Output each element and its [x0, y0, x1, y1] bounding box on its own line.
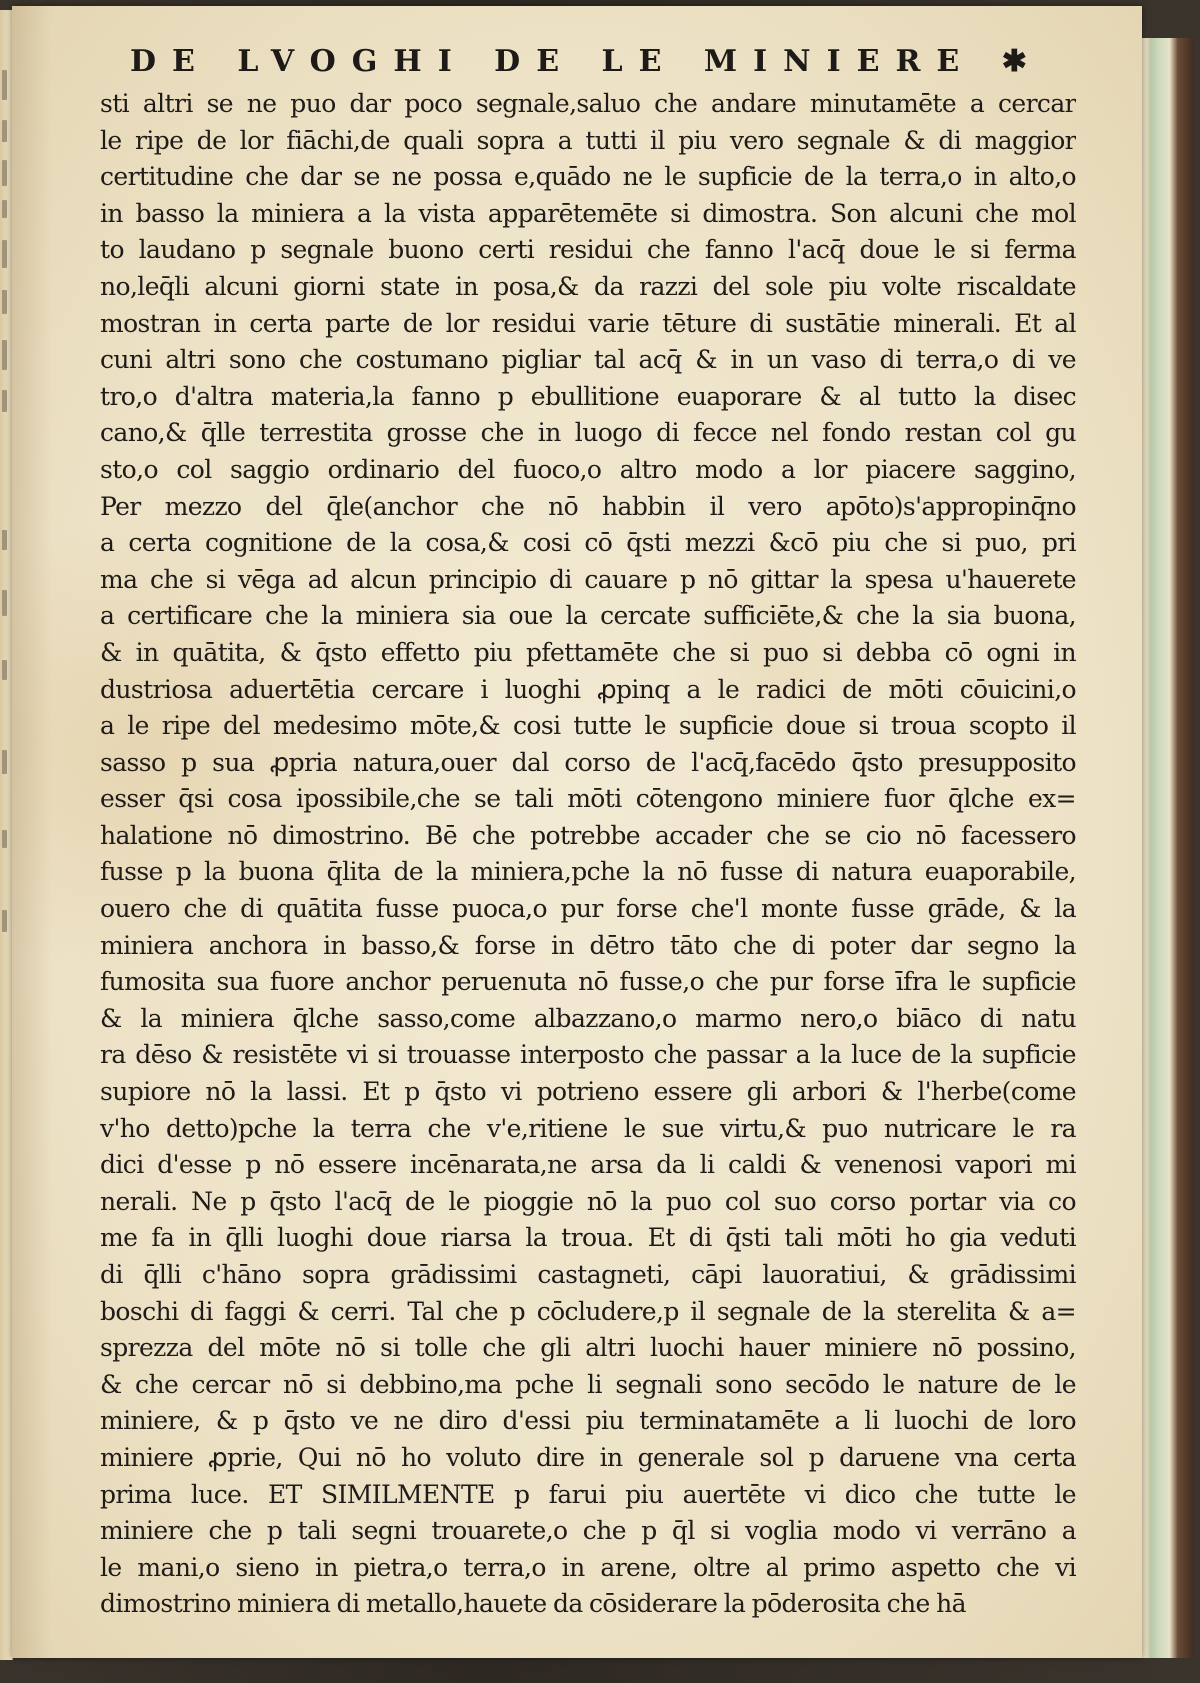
text-line: & la miniera q̄lche sasso,come albazzano,o marmo nero,o biāco di natu — [100, 1003, 1076, 1033]
text-line: ma che si vēga ad alcun principio di cauare p nō gittar la spesa u'hauerete — [100, 564, 1076, 594]
text-line: dustriosa aduertētia cercare i luoghi ꝓpinq a le radici de mōti cōuicini,o — [100, 674, 1076, 704]
text-line: boschi di faggi & cerri. Tal che p cōcludere,p il segnale de la sterelita & a= — [100, 1296, 1076, 1326]
text-line: miniera anchora in basso,& forse in dētro tāto che di poter dar segno la — [100, 930, 1076, 960]
text-line: in basso la miniera a la vista apparētemēte si dimostra. Son alcuni che mol — [100, 198, 1076, 228]
text-line: v'ho detto)pche la terra che v'e,ritiene le sue virtu,& puo nutricare le ra — [100, 1113, 1076, 1143]
text-line: sti altri se ne puo dar poco segnale,saluo che andare minutamēte a cercar — [100, 89, 1076, 118]
text-line: cano,& q̄lle terrestita grosse che in luogo di fecce nel fondo restan col gu — [100, 418, 1076, 448]
book-page — [12, 6, 1142, 1658]
text-line: tro,o d'altra materia,la fanno p ebullitione euaporare & al tutto la disec — [100, 381, 1076, 411]
text-line: to laudano p segnale buono certi residui che fanno l'acq̄ doue le si ferma — [100, 235, 1076, 265]
text-line: dimostrino miniera di metallo,hauete da cōsiderare la pōderosita che hā — [100, 1589, 966, 1619]
text-line: & in quātita, & q̄sto effetto piu pfettamēte che si puo si debba cō ogni in — [100, 637, 1076, 667]
text-line: miniere ꝓprie, Qui nō ho voluto dire in generale sol p daruene vna certa — [100, 1442, 1076, 1472]
running-head: DE LVOGHI DE LE MINIERE ✱ — [130, 44, 1043, 79]
text-line: fusse p la buona q̄lita de la miniera,pche la nō fusse di natura euaporabile, — [100, 857, 1076, 887]
text-line: miniere, & p q̄sto ve ne diro d'essi piu terminatamēte a li luochi de loro — [100, 1406, 1076, 1436]
text-line: dici d'esse p nō essere incēnarata,ne arsa da li caldi & venenosi vapori mi — [100, 1150, 1076, 1180]
text-line: miniere che p tali segni trouarete,o che p q̄l si voglia modo vi verrāno a — [100, 1516, 1076, 1546]
text-line: ra dēso & resistēte vi si trouasse interposto che passar a la luce de la supficie — [100, 1040, 1076, 1070]
text-line: no,leq̄li alcuni giorni state in posa,& da razzi del sole piu volte riscaldate — [100, 271, 1076, 301]
text-line: di q̄lli c'hāno sopra grādissimi castagneti, cāpi lauoratiui, & grādissimi — [100, 1260, 1076, 1289]
text-line: halatione nō dimostrino. Bē che potrebbe accader che se cio nō facessero — [100, 820, 1076, 850]
text-line: me fa in q̄lli luoghi doue riarsa la troua. Et di q̄sti tali mōti ho gia veduti — [100, 1223, 1076, 1253]
text-line: a le ripe del medesimo mōte,& cosi tutte le supficie doue si troua scopto il — [100, 711, 1076, 741]
text-line: & che cercar nō si debbino,ma pche li segnali sono secōdo le nature de le — [100, 1369, 1076, 1399]
text-line: nerali. Ne p q̄sto l'acq̄ de le pioggie nō la puo col suo corso portar via co — [100, 1186, 1076, 1216]
text-line: ouero che di quātita fusse puoca,o pur forse che'l monte fusse grāde, & la — [100, 894, 1076, 924]
text-line: cuni altri sono che costumano pigliar tal acq̄ & in un vaso di terra,o di ve — [100, 345, 1076, 375]
text-line: a certificare che la miniera sia oue la cercate sufficiēte,& che la sia buona, — [100, 601, 1076, 631]
text-line: mostran in certa parte de lor residui varie tēture di sustātie minerali. Et al — [100, 308, 1076, 338]
body-text — [100, 86, 1076, 1623]
text-line: sprezza del mōte nō si tolle che gli altri luochi hauer miniere nō possino, — [100, 1333, 1076, 1363]
text-line: supiore nō la lassi. Et p q̄sto vi potrieno essere gli arbori & l'herbe(come — [100, 1077, 1076, 1107]
text-line: Per mezzo del q̄le(anchor che nō habbin il vero apōto)s'appropinq̄no — [100, 491, 1076, 521]
text-line: certitudine che dar se ne possa e,quādo ne le supficie de la terra,o in alto,o — [100, 162, 1076, 192]
text-line: fumosita sua fuore anchor peruenuta nō fusse,o che pur forse īfra le supficie — [100, 967, 1076, 997]
text-line: sto,o col saggio ordinario del fuoco,o altro modo a lor piacere saggino, — [100, 454, 1076, 484]
text-line: sasso p sua ꝓpria natura,ouer dal corso de l'acq̄,facēdo q̄sto presupposito — [100, 747, 1076, 777]
text-line: le ripe de lor fiāchi,de quali sopra a tutti il piu vero segnale & di maggior — [100, 125, 1076, 155]
text-line: esser q̄si cosa ipossibile,che se tali mōti cōtengono miniere fuor q̄lche ex= — [100, 784, 1076, 814]
text-line: prima luce. ET SIMILMENTE p farui piu auertēte vi dico che tutte le — [100, 1479, 1076, 1509]
text-line: le mani,o sieno in pietra,o terra,o in arene, oltre al primo aspetto che vi — [100, 1552, 1076, 1582]
book-board-edge — [1140, 38, 1194, 1658]
text-line: a certa cognitione de la cosa,& cosi cō q̄sti mezzi &cō piu che si puo, pri — [100, 528, 1076, 558]
